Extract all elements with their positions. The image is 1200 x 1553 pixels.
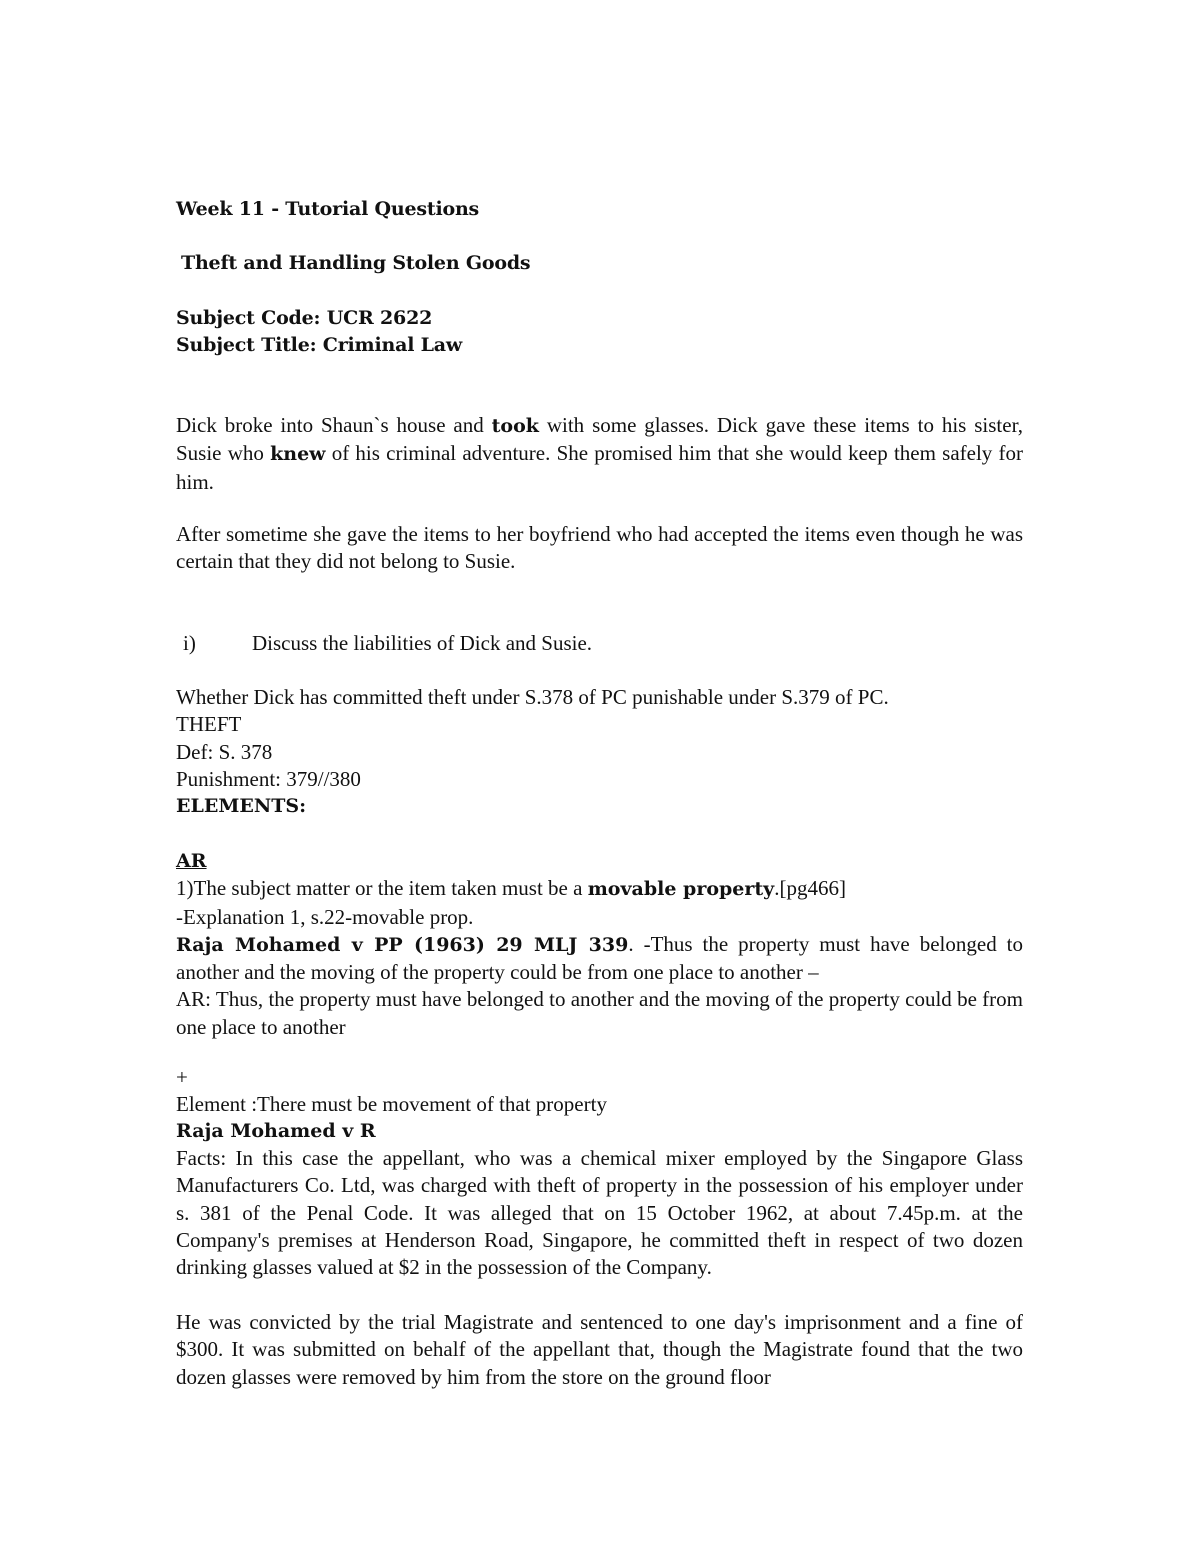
page-reference: .[pg466]: [774, 876, 846, 901]
answer-intro: [176, 684, 1023, 820]
ar-heading: AR: [176, 850, 207, 872]
subject-title: Subject Title: Criminal Law: [176, 334, 463, 356]
punishment-line: Punishment: 379//380: [176, 766, 361, 791]
subject-code: Subject Code: UCR 2622: [176, 307, 433, 329]
topic-heading: Theft and Handling Stolen Goods: [181, 252, 531, 274]
issue-statement: Whether Dick has committed theft under S.378 of PC punishable under S.379 of PC.: [176, 685, 889, 709]
question-text: Discuss the liabilities of Dick and Susie.: [252, 631, 593, 655]
scenario-paragraph-2: After sometime she gave the items to her boyfriend who had accepted the items even though he was certain that they did not belong to Susie.: [176, 522, 1023, 574]
scenario-paragraph-1: [176, 412, 1023, 496]
scenario-text: Dick broke into Shaun`s house and: [176, 413, 492, 437]
element-2: Element :There must be movement of that property: [176, 1092, 607, 1116]
case-1-text: . -Thus the property must have belonged to another and the moving of the property could be from one place to another –: [176, 931, 1023, 985]
actus-reus-section: [176, 848, 1023, 1041]
scenario-text: of his criminal adventure. She promised him that she would keep them safely for him.: [176, 441, 1023, 494]
week-heading: Week 11 - Tutorial Questions: [176, 198, 480, 220]
explanation-line: -Explanation 1, s.22-movable prop.: [176, 904, 474, 929]
plus-sign: +: [176, 1065, 188, 1089]
emphasis-took: took: [491, 415, 539, 437]
question-number: i): [183, 631, 196, 655]
movable-property-emphasis: movable property: [587, 878, 775, 901]
emphasis-knew: knew: [270, 443, 326, 466]
case-2-facts: Facts: In this case the appellant, who was a chemical mixer employed by the Singapore Glass Manufacturers Co. Ltd, was charged with theft of property in the possession of his employer under s. 381 of the Penal Code. It was alleged that on 15 October 1962, at about 7.45p.m. at the Company's premises at Henderson Road, Singapore, he committed theft in respect of two dozen drinking glasses valued at $2 in the possession of the Company.: [176, 1146, 1023, 1280]
elements-heading: ELEMENTS:: [176, 795, 307, 818]
case-1-name: Raja Mohamed v PP (1963) 29 MLJ 339: [176, 933, 629, 956]
case-2-name: Raja Mohamed v R: [176, 1120, 376, 1142]
theft-label: THEFT: [176, 712, 242, 737]
ar-summary: AR: Thus, the property must have belonged to another and the moving of the property could be from one place to another: [176, 987, 1023, 1039]
case-1: [176, 931, 1023, 987]
definition-line: Def: S. 378: [176, 739, 273, 764]
conviction-paragraph: He was convicted by the trial Magistrate and sentenced to one day's imprisonment and a fine of $300. It was submitted on behalf of the appellant that, though the Magistrate found that the two dozen glasses were removed by him from the store on the ground floor: [176, 1310, 1023, 1389]
element-1: [176, 875, 1023, 903]
element-1-text: 1)The subject matter or the item taken must be a: [176, 876, 588, 901]
scenario-text: with some glasses. Dick gave these items to his sister, Susie who: [176, 413, 1023, 466]
